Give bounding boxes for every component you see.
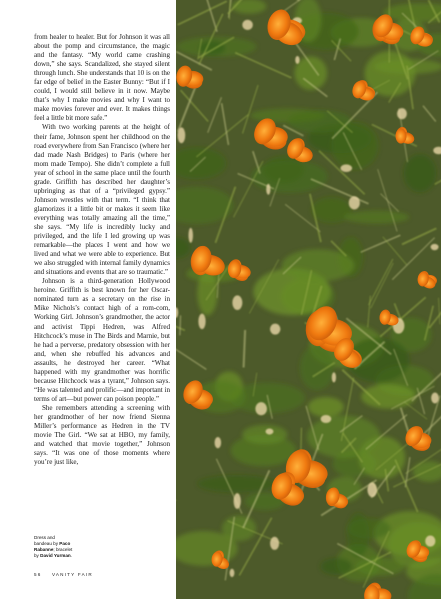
poppy-field-image xyxy=(176,0,441,599)
caption-line: bandeau by Paco xyxy=(34,541,71,546)
caption-line: by David Yurman. xyxy=(34,553,72,558)
poppy-field-photo xyxy=(176,0,441,599)
magazine-name: VANITY FAIR xyxy=(52,572,93,577)
paragraph-4: She remembers attending a screening with her grandmother of her now friend Sienna Miller’s performance as Hedren in the TV movie The Girl. “We sat at HBO, my family, and watched that movie together,” Johnson says. “It was one of those moments where you’re just like, xyxy=(34,403,170,467)
paragraph-3: Johnson is a third-generation Hollywood heroine. Griffith is best known for her Oscar-nominated turn as a secretary on the rise in Mike Nichols’s contact high of a rom-com, Working Girl. Johnson’s grandmother, the actor and activist Tippi Hedren, was Alfred Hitchcock’s muse in The Birds and Marnie, but he had a perverse, predatory obsession with her and, when she rebuffed his advances and assaults, he destroyed her career. “What happened with my grandmother was horrific because Hitchcock was a tyrant,” Johnson says. “He was talented and prolific—and important in terms of art—but power can poison people.” xyxy=(34,277,170,403)
paragraph-2: With two working parents at the height of their fame, Johnson spent her childhood on the road everywhere from San Francisco (where her dad made Nash Bridges) to Paris (where her mom made Tempo). She didn’t complete a full year of school in the same place until the fourth grade. Griffith has described her daughter’s upbringing as that of a “privileged gypsy.” Johnson wrestles with that term. “I think that glamorizes it a little bit or makes it seem like everything was totally amazing all the time,” she says. “My life is incredibly lucky and privileged, and the life I led growing up was remarkable—the places I went and how we lived and what we were able to experience. But we also struggled with internal family dynamics and situations and events that are so traumatic.” xyxy=(34,123,170,277)
photo-credit-caption xyxy=(34,535,94,559)
caption-line: Rabanne; bracelet xyxy=(34,547,73,552)
article-body xyxy=(34,33,170,521)
paragraph-1: from healer to healer. But for Johnson it was all about the pomp and circumstance, the magic and the fantasy. “My world came crashing down,” she says. Scandalized, she stayed silent through lunch. She understands that 10 is on the far edge of belief in the Easter Bunny: “But if I could, I would still believe in it now. Maybe that’s why I make movies and why I want to make movies forever and ever. It makes things feel a little bit more safe.” xyxy=(34,33,170,123)
page-folio xyxy=(34,572,93,577)
caption-line: Dress and xyxy=(34,535,55,540)
page-number: 56 xyxy=(34,572,42,577)
